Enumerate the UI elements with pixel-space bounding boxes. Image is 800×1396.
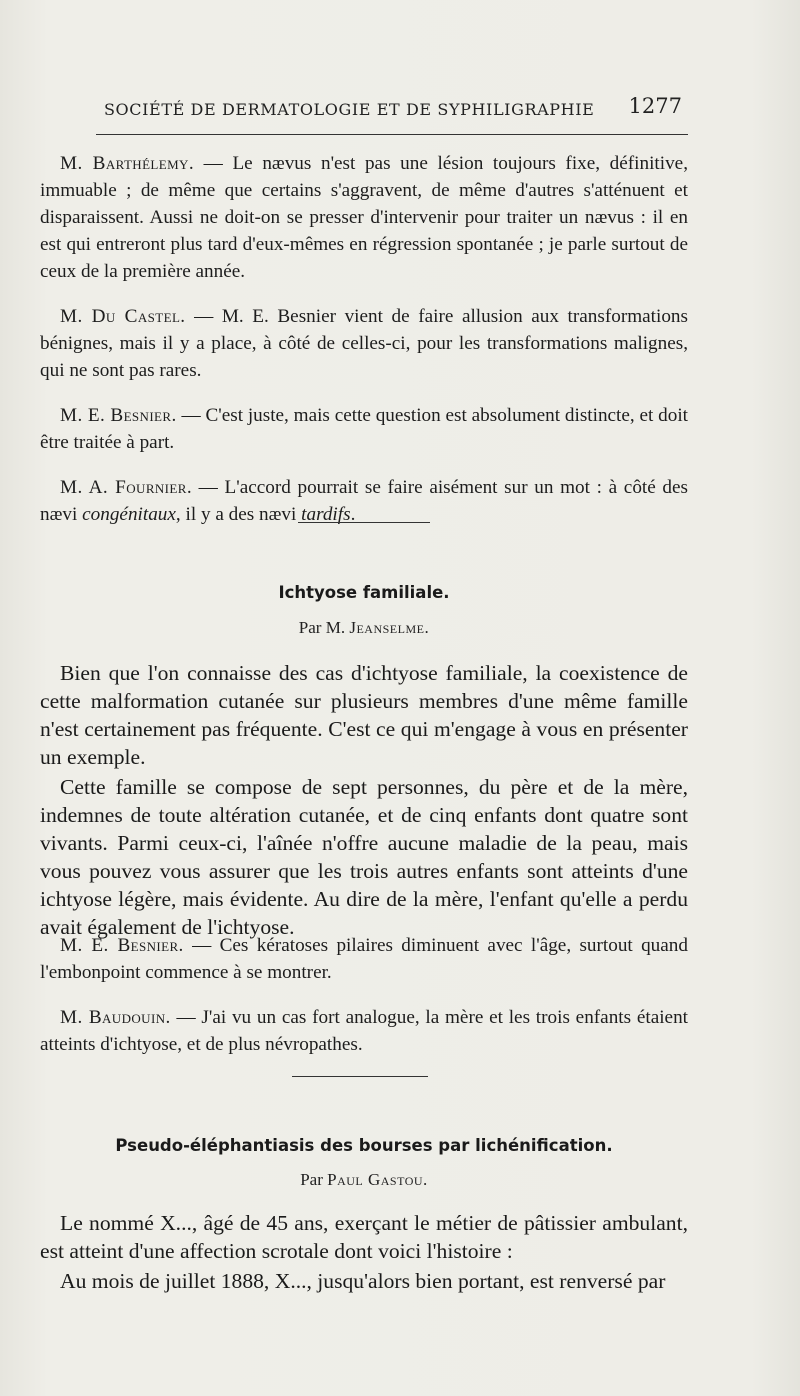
speaker-name: M. Barthélemy. [60, 153, 195, 174]
article-body [40, 659, 688, 943]
body-paragraph: Cette famille se compose de sept personnes, du père et de la mère, indemnes de toute altération cutanée, et de cinq enfants dont quatre sont vivants. Parmi ceux-ci, l'aînée n'offre aucune maladie de la peau, mais vous pouvez vous assurer que les trois autres enfants sont atteints d'une ichtyose légère, mais évidente. Au dire de la mère, l'enfant qu'elle a perdu avait également de l'ichtyose. [40, 775, 688, 939]
body-paragraph: Bien que l'on connaisse des cas d'ichtyose familiale, la coexistence de cette malformation cutanée sur plusieurs membres d'une même famille n'est certainement pas fréquente. C'est ce qui m'engage à vous en présenter un exemple. [40, 661, 688, 769]
remark-text: — Ces kératoses pilaires diminuent avec l'âge, surtout quand l'embonpoint commence à se montrer. [40, 935, 688, 983]
author-prefix: Par M. [298, 618, 350, 637]
header-rule [96, 134, 688, 135]
speaker-name: M. A. Fournier. [60, 477, 193, 498]
section-separator [298, 522, 430, 523]
page-number: 1277 [628, 94, 682, 118]
author-name: Jeanselme. [349, 618, 430, 637]
speaker-name: M. Du Castel. [60, 306, 186, 327]
remark-text: , il y a des nævi [175, 504, 302, 525]
remark-text: — L'accord pourrait se faire aisément sur un mot : à côté des nævi [40, 477, 688, 525]
speaker-name: M. E. Besnier. [60, 935, 184, 956]
body-paragraph: Au mois de juillet 1888, X..., jusqu'alors bien portant, est renversé par [60, 1269, 666, 1293]
article-title: Pseudo-éléphantiasis des bourses par lichénification. [115, 1136, 613, 1155]
article-body [40, 1209, 688, 1297]
remark-paragraph [40, 402, 688, 456]
remark-paragraph [40, 150, 688, 285]
author-name: Paul Gastou. [327, 1170, 428, 1189]
speaker-name: M. E. Besnier. [60, 405, 177, 426]
emphasis: tardifs [301, 504, 351, 525]
remark-text: . [350, 504, 356, 525]
article-title: Ichtyose familiale. [278, 583, 450, 602]
remark-text: — Le nævus n'est pas une lésion toujours fixe, définitive, immuable ; de même que certains s'aggravent, de même d'autres s'atténuent et disparaissent. Aussi ne doit-on se presser d'intervenir pour traiter un nævus : il en est qui entreront plus tard d'eux-mêmes en régression spontanée ; je parle surtout de ceux de la première année. [40, 153, 688, 282]
emphasis: congénitaux [82, 504, 176, 525]
body-paragraph: Le nommé X..., âgé de 45 ans, exerçant le métier de pâtissier ambulant, est atteint d'une affection scrotale dont voici l'histoire : [40, 1211, 688, 1263]
section-separator [292, 1076, 428, 1077]
article-author [40, 1170, 688, 1190]
running-header-title: SOCIÉTÉ DE DERMATOLOGIE ET DE SYPHILIGRAPHIE [104, 100, 595, 119]
remark-paragraph [40, 932, 688, 986]
article-remarks [40, 932, 688, 1058]
remark-text: — J'ai vu un cas fort analogue, la mère et les trois enfants étaient atteints d'ichtyose, et de plus névropathes. [40, 1007, 688, 1055]
discussion-block [40, 150, 688, 528]
remark-text: — C'est juste, mais cette question est absolument distincte, et doit être traitée à part. [40, 405, 688, 453]
speaker-name: M. Baudouin. [60, 1007, 171, 1028]
remark-paragraph [40, 303, 688, 384]
running-header [100, 96, 688, 126]
article-author [40, 618, 688, 638]
author-prefix: Par [300, 1170, 328, 1189]
remark-paragraph [40, 1004, 688, 1058]
remark-text: — M. E. Besnier vient de faire allusion aux transformations bénignes, mais il y a place, à côté de celles-ci, pour les transformations malignes, qui ne sont pas rares. [40, 306, 688, 381]
remark-paragraph [40, 474, 688, 528]
